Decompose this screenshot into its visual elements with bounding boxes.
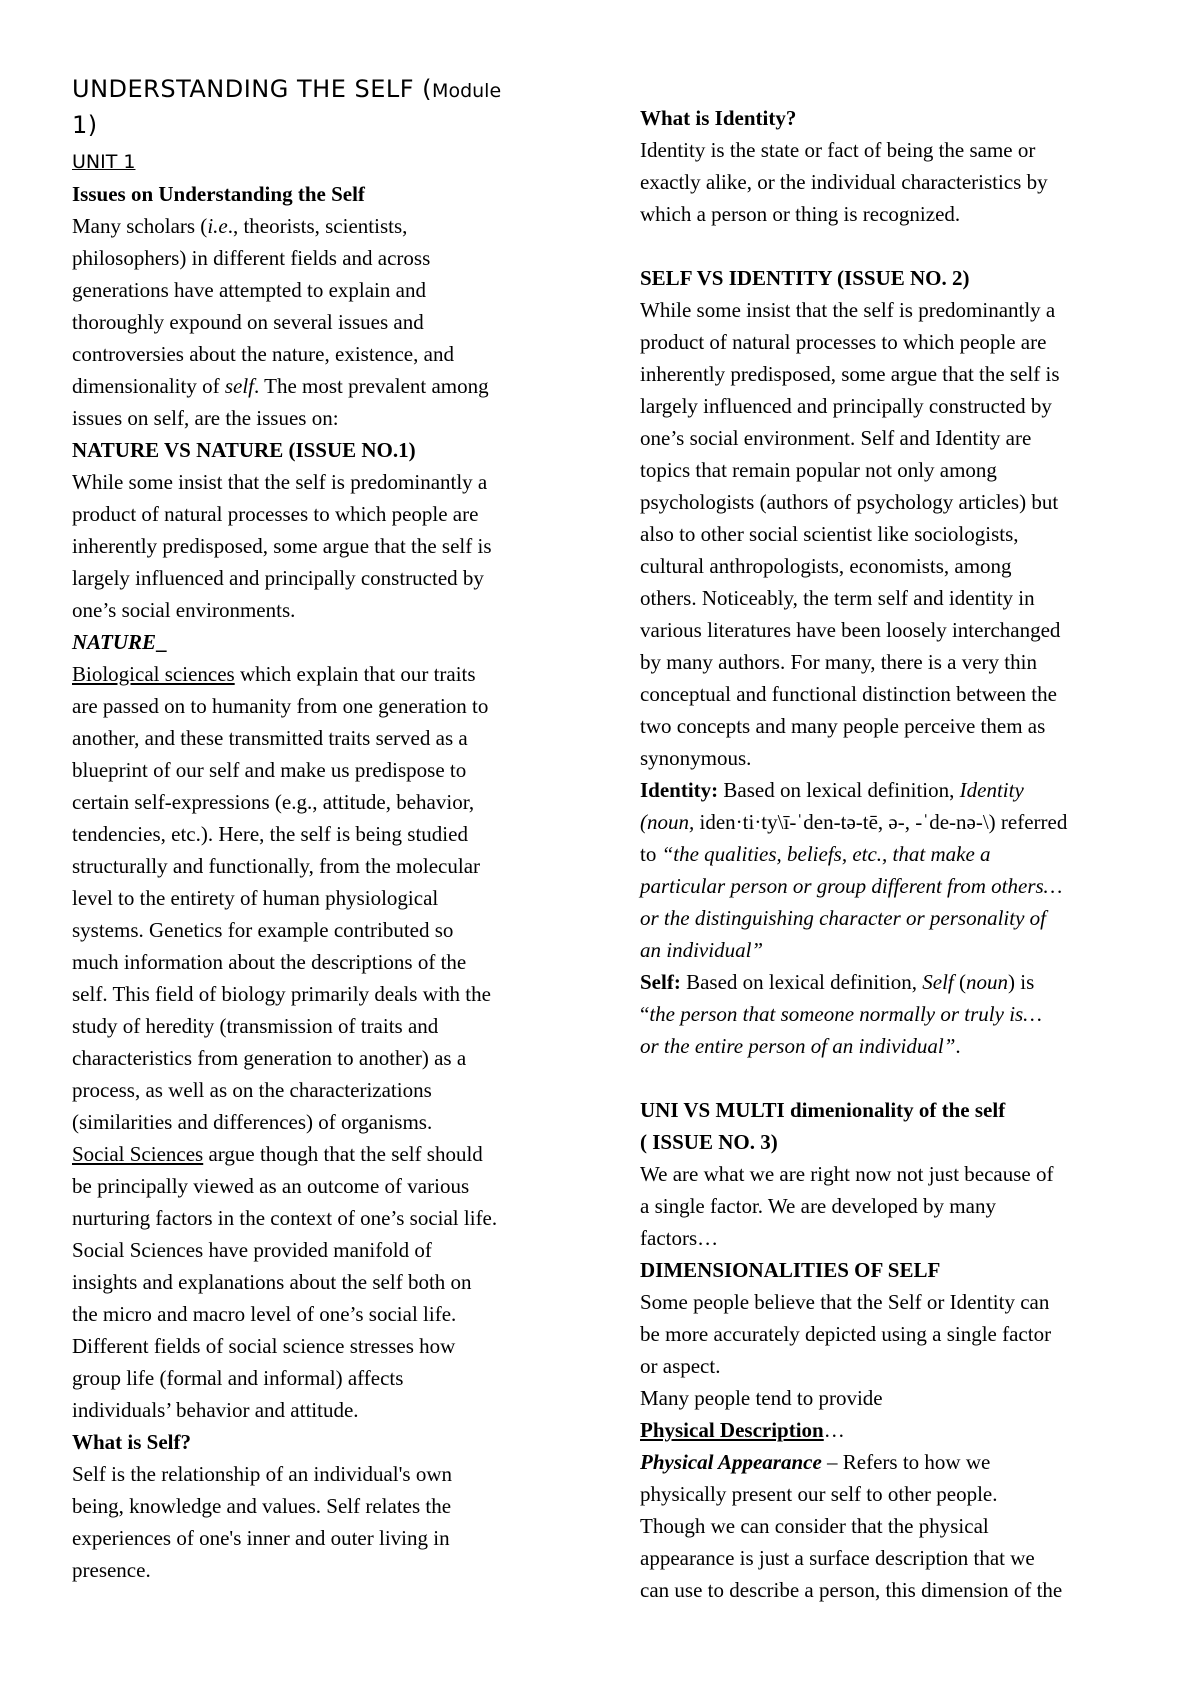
title-module-number: 1) xyxy=(72,111,98,139)
physical-appearance-term: Physical Appearance xyxy=(640,1450,822,1474)
biological-sciences-term: Biological sciences xyxy=(72,662,235,686)
title-text: UNDERSTANDING THE SELF ( xyxy=(72,75,433,103)
dimensionalities-paragraph: Some people believe that the Self or Identity can be more accurately depicted using a single factor or aspect. Many people tend to provide xyxy=(640,1290,1052,1410)
issue1-paragraph: While some insist that the self is predominantly a product of natural processes to which people are inherently predisposed, some argue that the self is largely influenced and principally constructed by one’s social environments. xyxy=(72,470,492,622)
issue2-paragraph: While some insist that the self is predominantly a product of natural processes to which people are inherently predisposed, some argue that the self is largely influenced and principally constructed by one’s social environment. Self and Identity are topics that remain popular not only among psychologists (authors of psychology articles) but also to other social scientist like sociologists, cultural anthropologists, economists, among others. Noticeably, the term self and identity in various literatures have been loosely interchanged by many authors. For many, there is a very thin conceptual and functional distinction between the two concepts and many people perceive them as synonymous. xyxy=(640,298,1061,770)
dimensionalities-heading: DIMENSIONALITIES OF SELF xyxy=(640,1258,941,1282)
issue3-heading-number: ( ISSUE NO. 3) xyxy=(640,1130,778,1154)
title-module: Module xyxy=(432,80,502,102)
biological-sciences-paragraph: Biological sciences which explain that our traits are passed on to humanity from one generation to another, and these transmitted traits served as a blueprint of our self and make us predispose to certain self-expressions (e.g., attitude, behavior, tendencies, etc.). Here, the self is being studied structurally and functionally, from the molecular level to the entirety of human physiological systems. Genetics for example contributed so much information about the descriptions of the self. This field of biology primarily deals with the study of heredity (transmission of traits and characteristics from generation to another) as a process, as well as on the characterizations (similarities and differences) of organisms. xyxy=(72,662,491,1134)
social-sciences-term: Social Sciences xyxy=(72,1142,204,1166)
what-is-identity-paragraph: Identity is the state or fact of being the same or exactly alike, or the individual characteristics by which a person or thing is recognized. xyxy=(640,138,1048,226)
self-definition: Self: Based on lexical definition, Self (noun) is “the person that someone normally or truly is… or the entire person of an individual”. xyxy=(640,970,1042,1058)
what-is-identity-heading: What is Identity? xyxy=(640,106,797,130)
identity-definition: Identity: Based on lexical definition, Identity (noun, iden·ti·ty\ī-ˈden-tə-tē, ə-, -ˈde-nə-\) referred to “the qualities, beliefs, etc., that make a particular person or group different from others… or the distinguishing character or personality of an individual” xyxy=(640,778,1068,962)
right-column xyxy=(640,0,1140,1606)
physical-appearance-paragraph: Physical Appearance – Refers to how we physically present our self to other people. Though we can consider that the physical appearance is just a surface description that we can use to describe a person, this dimension of the xyxy=(640,1450,1063,1602)
issue3-paragraph: We are what we are right now not just because of a single factor. We are developed by many factors… xyxy=(640,1162,1054,1250)
issue3-heading: UNI VS MULTI dimenionality of the self xyxy=(640,1098,1006,1122)
social-sciences-paragraph: Social Sciences argue though that the self should be principally viewed as an outcome of various nurturing factors in the context of one’s social life. Social Sciences have provided manifold of insights and explanations about the self both on the micro and macro level of one’s social life. Different fields of social science stresses how group life (formal and informal) affects individuals’ behavior and attitude. xyxy=(72,1142,498,1422)
issue1-heading: NATURE VS NATURE (ISSUE NO.1) xyxy=(72,438,416,462)
issue2-heading: SELF VS IDENTITY (ISSUE NO. 2) xyxy=(640,266,970,290)
issues-heading: Issues on Understanding the Self xyxy=(72,182,365,206)
intro-paragraph: Many scholars (i.e., theorists, scientists, philosophers) in different fields and across generations have attempted to explain and thoroughly expound on several issues and controversies about the nature, existence, and dimensionality of self. The most prevalent among issues on self, are the issues on: xyxy=(72,214,489,430)
what-is-self-paragraph: Self is the relationship of an individual's own being, knowledge and values. Self relates the experiences of one's inner and outer living in presence. xyxy=(72,1462,452,1582)
nature-heading: NATURE_ xyxy=(72,630,167,654)
what-is-self-heading: What is Self? xyxy=(72,1430,192,1454)
left-column xyxy=(72,0,582,1586)
physical-description-heading: Physical Description… xyxy=(640,1418,845,1442)
unit-label: UNIT 1 xyxy=(72,151,136,173)
